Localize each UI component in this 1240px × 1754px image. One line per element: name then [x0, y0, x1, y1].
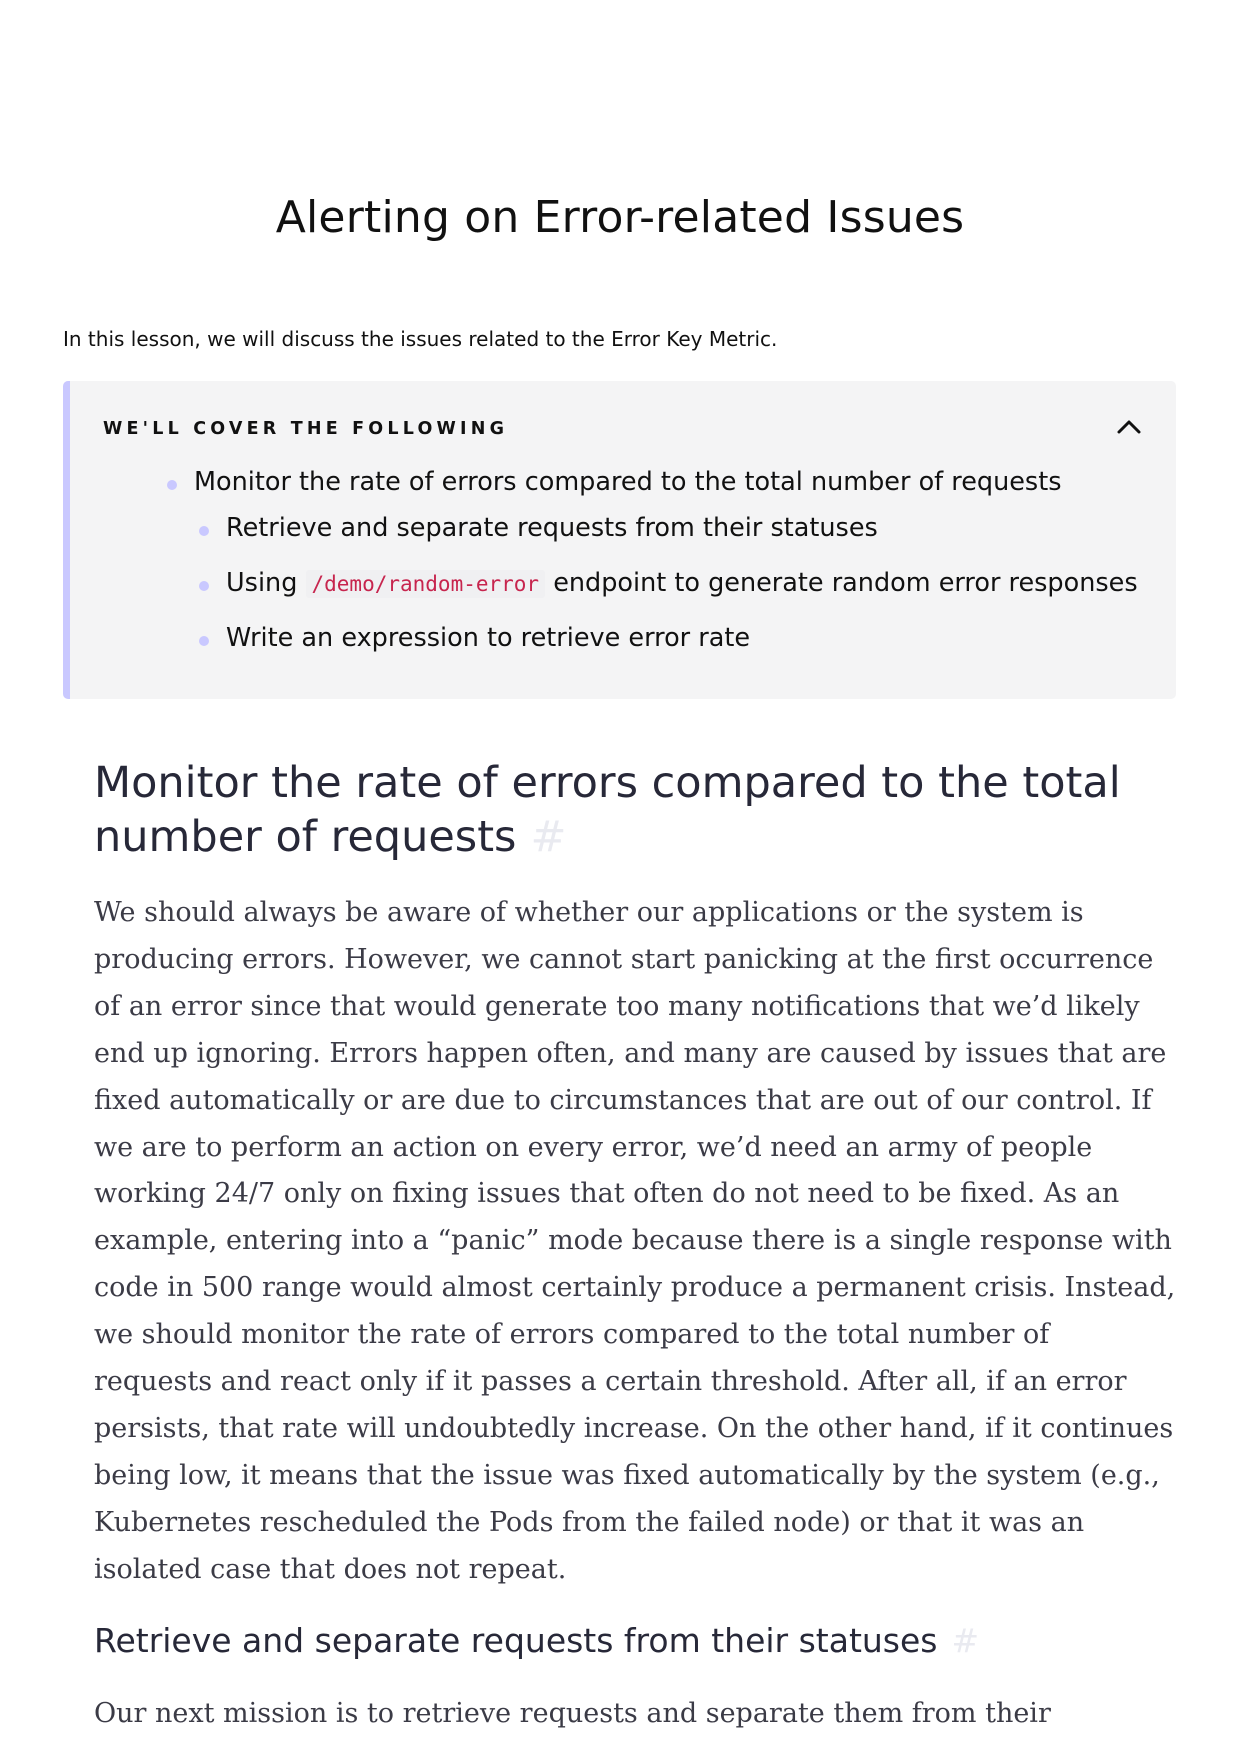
- cover-link-retrieve-separate[interactable]: [70, 513, 1176, 545]
- section-heading-retrieve-separate: [94, 1619, 1174, 1663]
- section-heading-text: Monitor the rate of errors compared to the total number of requests: [94, 758, 1121, 862]
- bullet-dot: [199, 526, 209, 536]
- section-heading-monitor-rate: [94, 756, 1174, 864]
- inline-code-endpoint: /demo/random-error: [306, 570, 546, 598]
- section-body-paragraph: Our next mission is to retrieve requests and separate them from their: [94, 1698, 1051, 1729]
- bullet-dot: [167, 480, 177, 490]
- heading-anchor-link[interactable]: #: [530, 812, 567, 862]
- cover-link-label: Monitor the rate of errors compared to the total number of requests: [194, 467, 1062, 497]
- cover-link-label: Write an expression to retrieve error rate: [226, 622, 751, 653]
- bullet-dot: [199, 636, 209, 646]
- cover-link-error-rate-expression[interactable]: [70, 623, 1176, 655]
- lesson-intro: In this lesson, we will discuss the issues related to the Error Key Metric.: [63, 327, 778, 351]
- cover-link-monitor-rate[interactable]: [70, 467, 1176, 499]
- cover-link-label: Retrieve and separate requests from their statuses: [226, 512, 878, 543]
- cover-summary-box: [63, 381, 1176, 699]
- bullet-dot: [199, 581, 209, 591]
- section-heading-text: Retrieve and separate requests from their statuses: [94, 1621, 938, 1660]
- cover-link-suffix: endpoint to generate random error responses: [553, 567, 1138, 598]
- page-title: Alerting on Error-related Issues: [275, 192, 965, 243]
- section-body-paragraph: We should always be aware of whether our applications or the system is producing errors. However, we cannot start panicking at the first occurrence of an error since that would generate too many notifications that we’d likely end up ignoring. Errors happen often, and many are caused by issues that are fixed automatically or are due to circumstances that are out of our control. If we are to perform an action on every error, we’d need an army of people working 24/7 only on fixing issues that often do not need to be fixed. As an example, entering into a “panic” mode because there is a single response with code in 500 range would almost certainly produce a permanent crisis. Instead, we should monitor the rate of errors compared to the total number of requests and react only if it passes a certain threshold. After all, if an error persists, that rate will undoubtedly increase. On the other hand, if it continues being low, it means that the issue was fixed automatically by the system (e.g., Kubernetes rescheduled the Pods from the failed node) or that it was an isolated case that does not repeat.: [94, 897, 1176, 1585]
- cover-link-random-error-endpoint[interactable]: [70, 568, 1176, 600]
- heading-anchor-link[interactable]: #: [951, 1621, 980, 1660]
- cover-heading: WE'LL COVER THE FOLLOWING: [103, 419, 509, 439]
- cover-list: [70, 467, 1176, 655]
- cover-link-prefix: Using: [226, 567, 298, 598]
- chevron-up-icon[interactable]: [1116, 417, 1142, 437]
